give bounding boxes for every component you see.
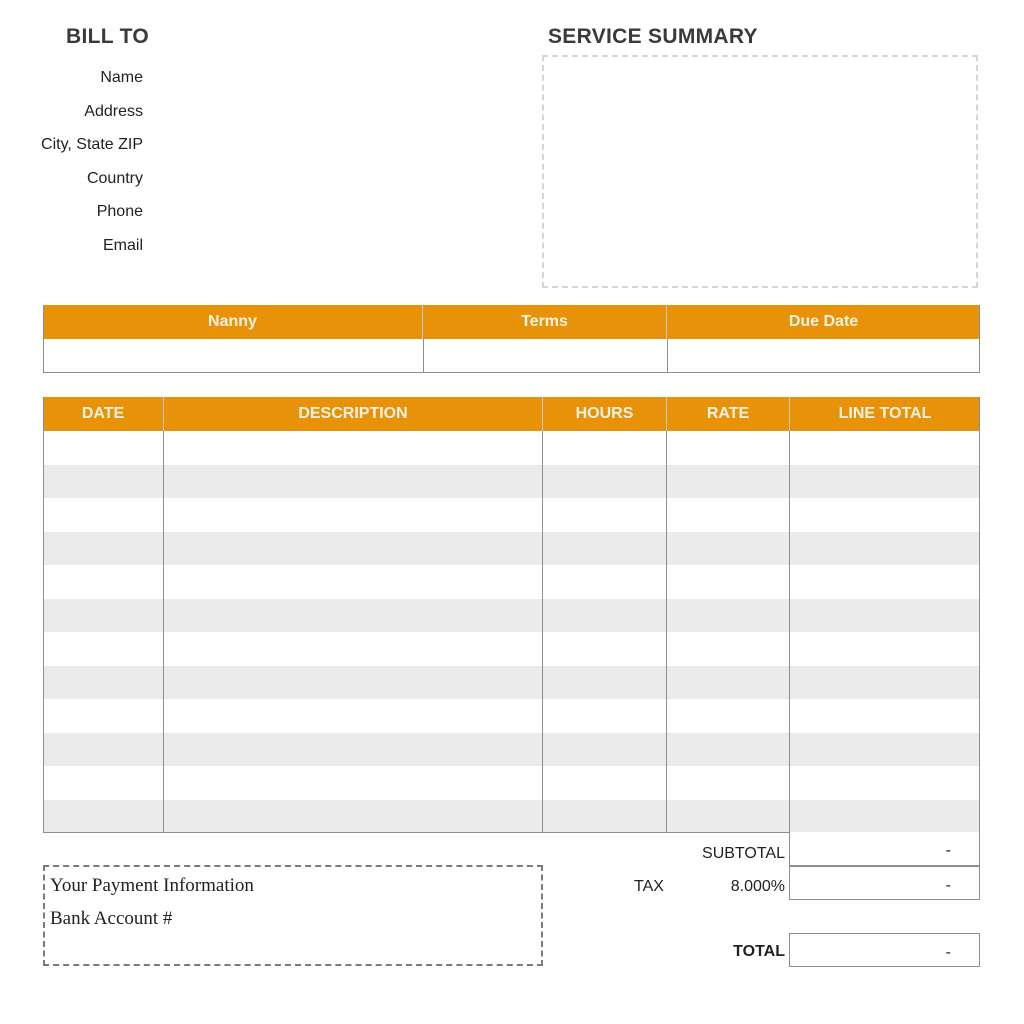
bill-to-country-label: Country [86, 170, 143, 187]
service-summary-box[interactable] [542, 55, 978, 288]
table-row-band [44, 666, 979, 699]
bill-to-city-label: City, State ZIP [41, 136, 143, 153]
bank-account-label: Bank Account # [50, 908, 173, 929]
items-table-border [979, 397, 980, 866]
items-table-divider [666, 431, 667, 833]
table-row-band [44, 733, 979, 766]
line-total-header: LINE TOTAL [790, 397, 980, 431]
info-table-border [979, 305, 980, 373]
table-row-band [44, 599, 979, 632]
total-value: - [945, 944, 951, 961]
info-table [43, 305, 980, 373]
total-label: TOTAL [733, 943, 785, 960]
due-date-cell[interactable] [667, 339, 980, 373]
total-field [789, 933, 980, 967]
tax-rate[interactable]: 8.000% [730, 878, 785, 895]
info-table-border [43, 305, 44, 373]
bill-to-name-label: Name [100, 69, 143, 86]
items-table-divider [542, 431, 543, 833]
subtotal-label: SUBTOTAL [702, 845, 785, 862]
tax-label: TAX [634, 878, 664, 895]
description-header: DESCRIPTION [164, 397, 543, 431]
terms-header: Terms [423, 305, 667, 339]
bill-to-phone-label: Phone [96, 203, 143, 220]
table-row-band [44, 465, 979, 498]
items-table-divider [789, 431, 790, 866]
info-table-divider [667, 339, 668, 373]
date-header: DATE [43, 397, 164, 431]
info-table-border [43, 372, 980, 373]
payment-info-box[interactable] [43, 865, 543, 966]
items-table-divider [163, 431, 164, 833]
table-row-band [44, 800, 979, 833]
payment-info-heading: Your Payment Information [50, 875, 254, 896]
bill-to-title: BILL TO [66, 25, 149, 48]
tax-field [789, 866, 980, 900]
subtotal-field [789, 832, 980, 866]
terms-cell[interactable] [423, 339, 667, 373]
items-table-border [43, 397, 44, 833]
nanny-cell[interactable] [43, 339, 423, 373]
table-row-band [44, 532, 979, 565]
bill-to-address-label: Address [84, 103, 143, 120]
hours-header: HOURS [543, 397, 667, 431]
subtotal-value: - [945, 842, 951, 859]
nanny-header: Nanny [43, 305, 423, 339]
tax-value: - [945, 877, 951, 894]
info-table-divider [423, 339, 424, 373]
due-date-header: Due Date [667, 305, 980, 339]
rate-header: RATE [667, 397, 790, 431]
bill-to-email-label: Email [102, 237, 143, 254]
service-summary-title: SERVICE SUMMARY [548, 25, 758, 48]
